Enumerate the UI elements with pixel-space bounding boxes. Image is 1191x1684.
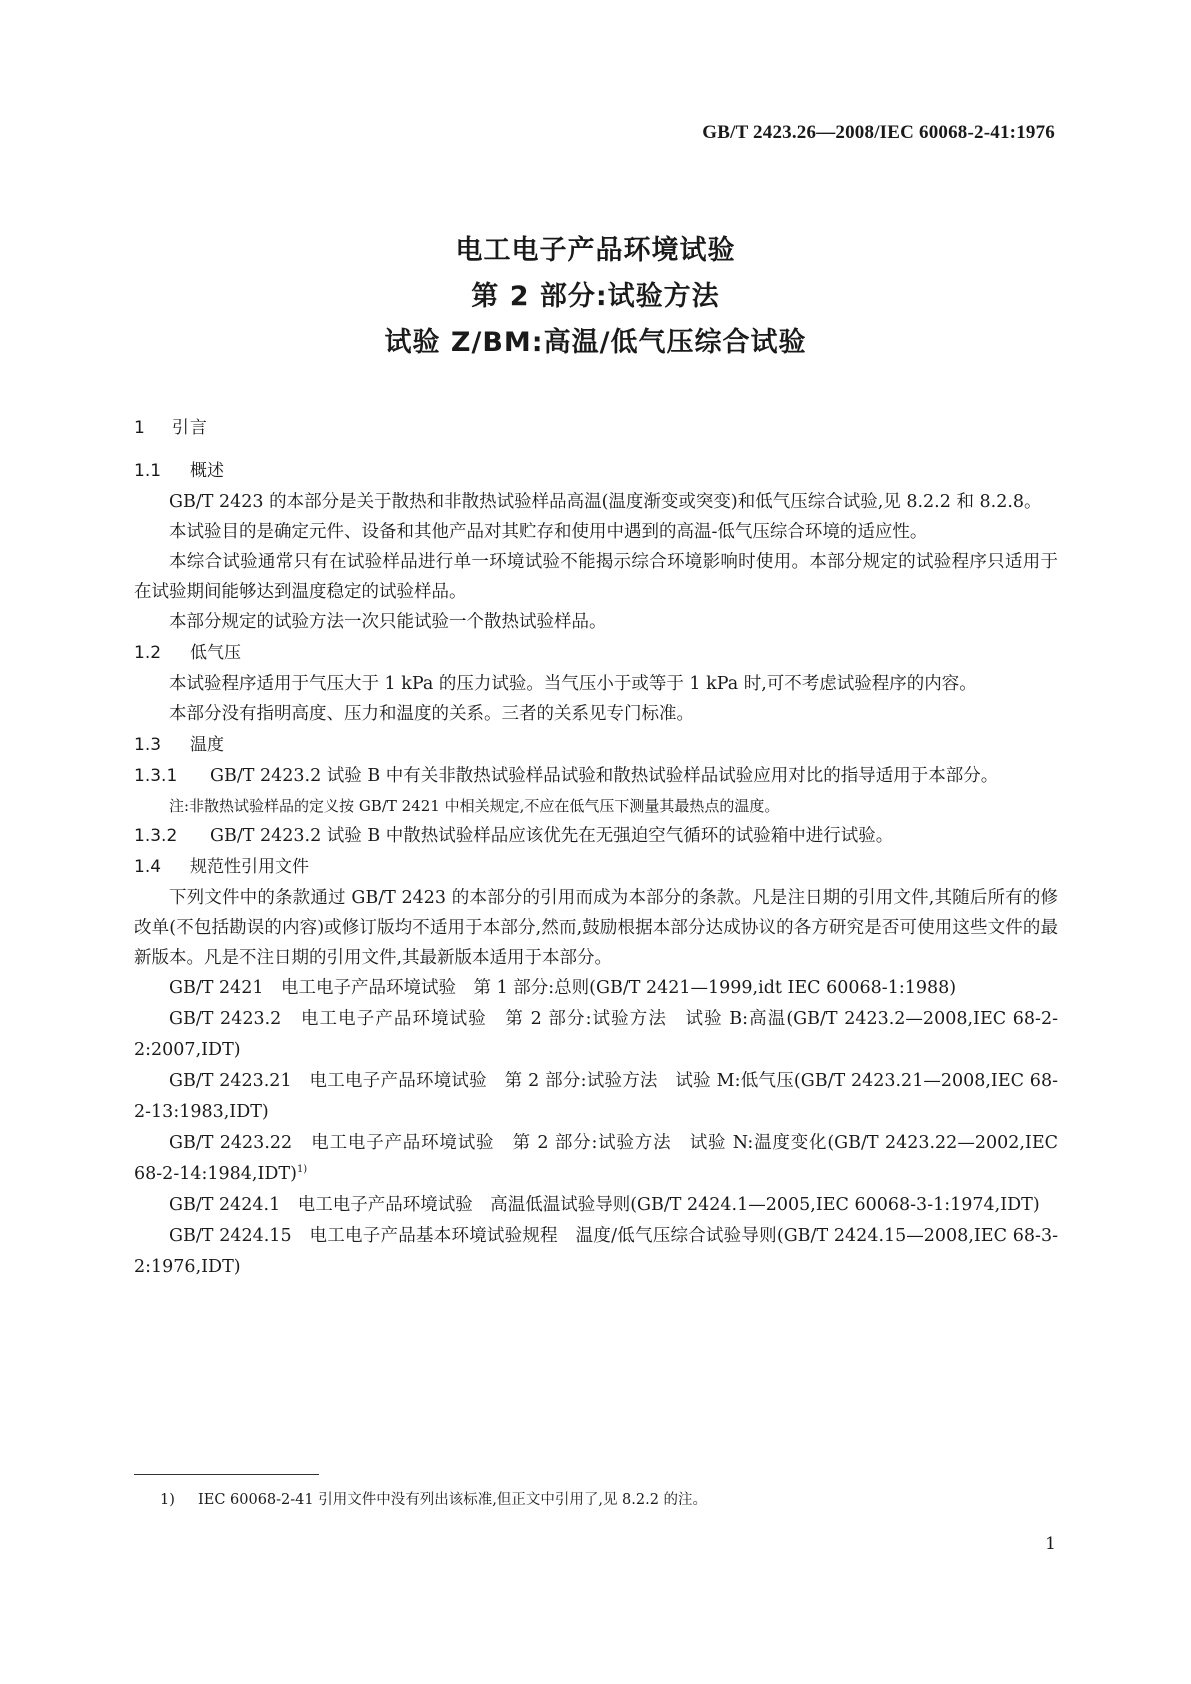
paragraph: 本综合试验通常只有在试验样品进行单一环境试验不能揭示综合环境影响时使用。本部分规定的试验程序只适用于在试验期间能够达到温度稳定的试验样品。 bbox=[134, 552, 1058, 602]
reference-item: GB/T 2424.15 电工电子产品基本环境试验规程 温度/低气压综合试验导则(GB/T 2424.15—2008,IEC 68-3-2:1976,IDT) bbox=[134, 1226, 1058, 1277]
section-heading-1 bbox=[134, 413, 1058, 455]
reference-item: GB/T 2421 电工电子产品环境试验 第 1 部分:总则(GB/T 2421—1999,idt IEC 60068-1:1988) bbox=[169, 978, 957, 998]
footnote-divider bbox=[134, 1474, 319, 1475]
footnote-text: IEC 60068-2-41 引用文件中没有列出该标准,但正文中引用了,见 8.2.2 的注。 bbox=[198, 1492, 708, 1508]
section-heading-1-3 bbox=[134, 729, 1058, 761]
section-heading-1-2 bbox=[134, 637, 1058, 669]
reference-item bbox=[134, 1128, 1058, 1190]
note: 注:非散热试验样品的定义按 GB/T 2421 中相关规定,不应在低气压下测量其最热点的温度。 bbox=[169, 797, 780, 815]
section-number: 1.1 bbox=[134, 461, 162, 481]
footnote bbox=[160, 1488, 707, 1509]
clause-text: GB/T 2423.2 试验 B 中散热试验样品应该优先在无强迫空气循环的试验箱中进行试验。 bbox=[210, 826, 894, 846]
document-title bbox=[0, 228, 1191, 366]
paragraph: 本部分规定的试验方法一次只能试验一个散热试验样品。 bbox=[169, 612, 607, 632]
standard-code-header: GB/T 2423.26—2008/IEC 60068-2-41:1976 bbox=[702, 122, 1055, 143]
section-title: 概述 bbox=[190, 461, 224, 481]
clause-1-3-1 bbox=[134, 761, 1058, 791]
reference-text: GB/T 2423.22 电工电子产品环境试验 第 2 部分:试验方法 试验 N:温度变化(GB/T 2423.22—2002,IEC 68-2-14:1984,IDT) bbox=[134, 1133, 1058, 1184]
section-number: 1.3 bbox=[134, 735, 162, 755]
reference-item: GB/T 2423.2 电工电子产品环境试验 第 2 部分:试验方法 试验 B:高温(GB/T 2423.2—2008,IEC 68-2-2:2007,IDT) bbox=[134, 1009, 1058, 1060]
reference-item: GB/T 2424.1 电工电子产品环境试验 高温低温试验导则(GB/T 2424.1—2005,IEC 60068-3-1:1974,IDT) bbox=[169, 1195, 1040, 1215]
section-number: 1 bbox=[134, 418, 146, 438]
section-heading-1-1 bbox=[134, 455, 1058, 487]
paragraph: 本部分没有指明高度、压力和温度的关系。三者的关系见专门标准。 bbox=[169, 704, 694, 724]
clause-number: 1.3.2 bbox=[134, 826, 178, 846]
paragraph: 本试验目的是确定元件、设备和其他产品对其贮存和使用中遇到的高温-低气压综合环境的适应性。 bbox=[169, 522, 928, 542]
section-title: 低气压 bbox=[190, 643, 241, 663]
paragraph: GB/T 2423 的本部分是关于散热和非散热试验样品高温(温度渐变或突变)和低气压综合试验,见 8.2.2 和 8.2.8。 bbox=[169, 492, 1042, 512]
clause-text: GB/T 2423.2 试验 B 中有关非散热试验样品试验和散热试验样品试验应用对比的指导适用于本部分。 bbox=[210, 766, 999, 786]
section-title: 引言 bbox=[171, 418, 208, 438]
clause-1-3-2 bbox=[134, 821, 1058, 851]
paragraph: 本试验程序适用于气压大于 1 kPa 的压力试验。当气压小于或等于 1 kPa 时,可不考虑试验程序的内容。 bbox=[169, 674, 977, 694]
section-title: 规范性引用文件 bbox=[190, 857, 309, 877]
section-title: 温度 bbox=[190, 735, 224, 755]
title-line-3: 试验 Z/BM:高温/低气压综合试验 bbox=[384, 327, 807, 358]
section-number: 1.2 bbox=[134, 643, 162, 663]
section-heading-1-4 bbox=[134, 851, 1058, 883]
document-body bbox=[134, 413, 1058, 1283]
page-number: 1 bbox=[1045, 1534, 1056, 1554]
footnote-marker: 1) bbox=[296, 1164, 308, 1176]
footnote-mark: 1) bbox=[160, 1492, 175, 1508]
reference-item: GB/T 2423.21 电工电子产品环境试验 第 2 部分:试验方法 试验 M:低气压(GB/T 2423.21—2008,IEC 68-2-13:1983,IDT) bbox=[134, 1071, 1058, 1122]
title-line-2: 第 2 部分:试验方法 bbox=[471, 281, 720, 312]
clause-number: 1.3.1 bbox=[134, 766, 178, 786]
title-line-1: 电工电子产品环境试验 bbox=[455, 235, 736, 266]
paragraph: 下列文件中的条款通过 GB/T 2423 的本部分的引用而成为本部分的条款。凡是注日期的引用文件,其随后所有的修改单(不包括勘误的内容)或修订版均不适用于本部分,然而,鼓励根据本部分达成协议的各方研究是否可使用这些文件的最新版本。凡是不注日期的引用文件,其最新版本适用于本部分。 bbox=[134, 888, 1058, 968]
section-number: 1.4 bbox=[134, 857, 162, 877]
